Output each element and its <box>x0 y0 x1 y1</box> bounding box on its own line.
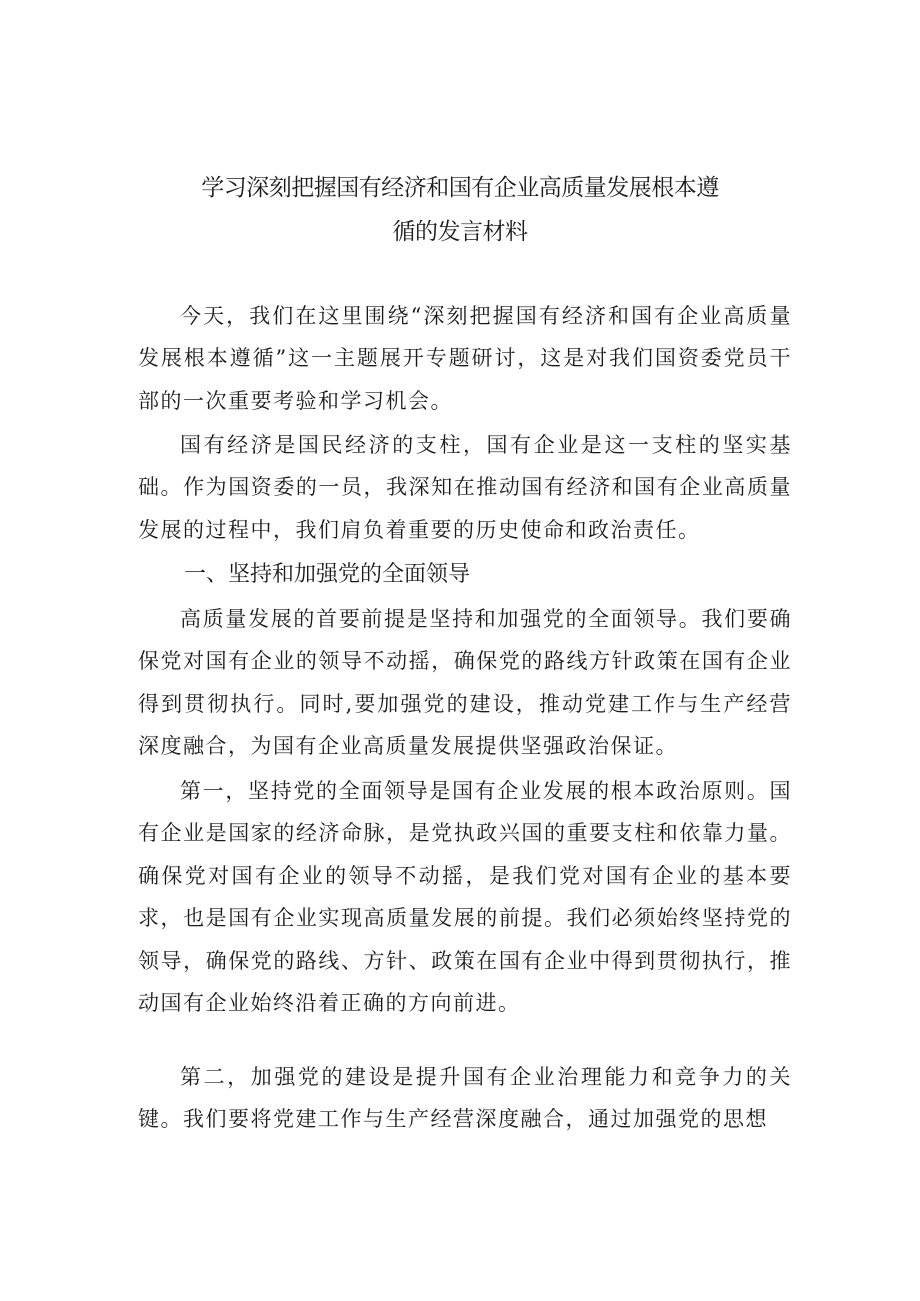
section-1-paragraph: 高质量发展的首要前提是坚持和加强党的全面领导。我们要确保党对国有企业的领导不动摇，确保党的路线方针政策在国有企业得到贯彻执行。同时,要加强党的建设，推动党建工作与生产经营深度融合，为国有企业高质量发展提供坚强政治保证。 <box>138 607 792 759</box>
document-title-line-2: 循的发言材料 <box>392 219 528 245</box>
intro-paragraph: 今天，我们在这里围绕“深刻把握国有经济和国有企业高质量发展根本遵循”这一主题展开专题研讨，这是对我们国资委党员干部的一次重要考验和学习机会。 <box>138 304 792 413</box>
section-heading-1: 一、坚持和加强党的全面领导 <box>184 562 471 587</box>
document-title-line-1: 学习深刻把握国有经济和国有企业高质量发展根本遵 <box>201 175 719 201</box>
context-paragraph: 国有经济是国民经济的支柱，国有企业是这一支柱的坚实基础。作为国资委的一员，我深知在推动国有经济和国有企业高质量发展的过程中，我们肩负着重要的历史使命和政治责任。 <box>138 433 792 542</box>
document-title <box>136 166 784 254</box>
point-two-paragraph: 第二，加强党的建设是提升国有企业治理能力和竞争力的关键。我们要将党建工作与生产经营深度融合，通过加强党的思想 <box>138 1065 792 1132</box>
point-one-paragraph: 第一，坚持党的全面领导是国有企业发展的根本政治原则。国有企业是国家的经济命脉，是党执政兴国的重要支柱和依靠力量。确保党对国有企业的领导不动摇，是我们党对国有企业的基本要求，也是国有企业实现高质量发展的前提。我们必须始终坚持党的领导，确保党的路线、方针、政策在国有企业中得到贯彻执行，推动国有企业始终沿着正确的方向前进。 <box>138 779 792 1016</box>
